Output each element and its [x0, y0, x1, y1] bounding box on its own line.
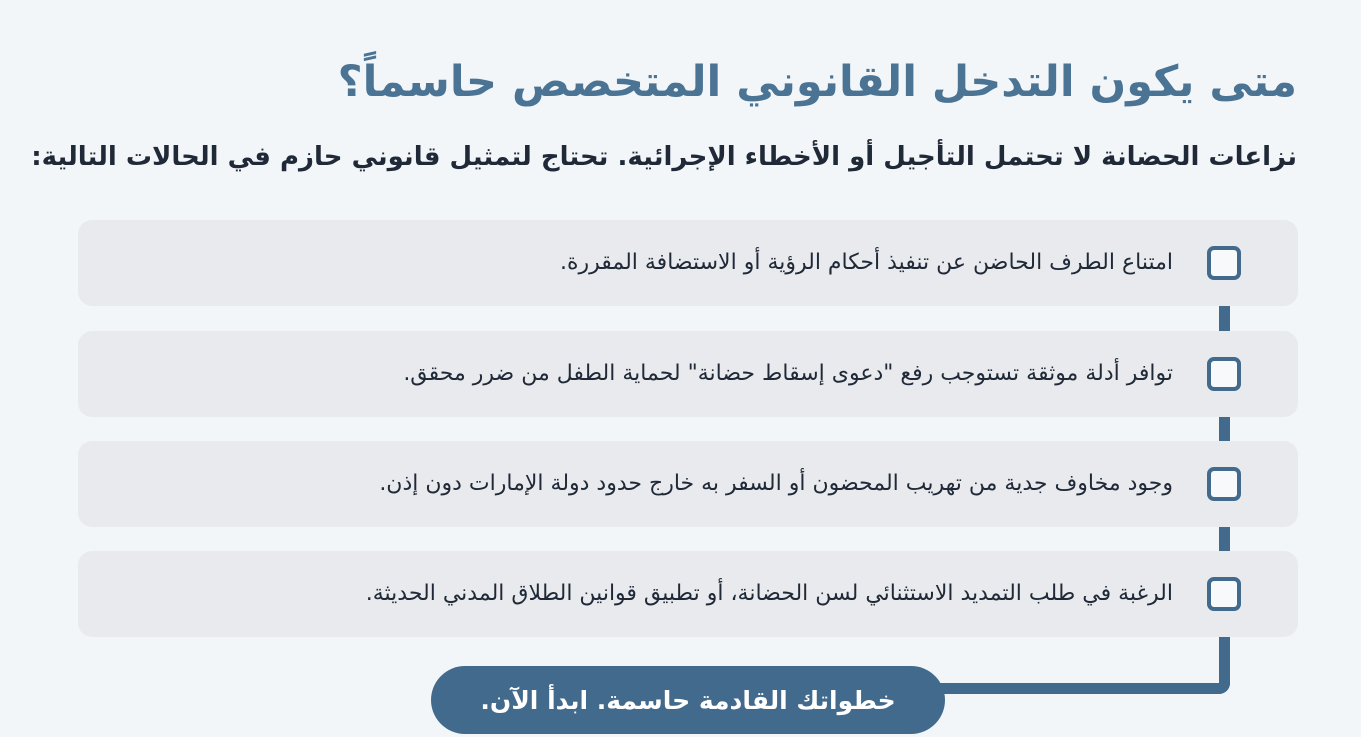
- checkbox-icon: [1207, 246, 1241, 280]
- list-item: [78, 441, 1298, 527]
- list-item: [78, 331, 1298, 417]
- list-item-text: امتناع الطرف الحاضن عن تنفيذ أحكام الرؤية أو الاستضافة المقررة.: [559, 249, 1173, 275]
- timeline-connector: [938, 683, 1230, 694]
- checkbox-icon: [1207, 577, 1241, 611]
- list-item: [78, 220, 1298, 306]
- list-item-text: توافر أدلة موثقة تستوجب رفع "دعوى إسقاط حضانة" لحماية الطفل من ضرر محقق.: [403, 360, 1173, 386]
- list-item: [78, 551, 1298, 637]
- page-title: متى يكون التدخل القانوني المتخصص حاسماً؟: [337, 57, 1297, 107]
- list-item-text: الرغبة في طلب التمديد الاستثنائي لسن الحضانة، أو تطبيق قوانين الطلاق المدني الحديثة.: [365, 580, 1173, 606]
- list-item-text: وجود مخاوف جدية من تهريب المحضون أو السفر به خارج حدود دولة الإمارات دون إذن.: [379, 470, 1173, 496]
- cta-button[interactable]: خطواتك القادمة حاسمة. ابدأ الآن.: [431, 666, 945, 734]
- checkbox-icon: [1207, 357, 1241, 391]
- page-subtitle: نزاعات الحضانة لا تحتمل التأجيل أو الأخطاء الإجرائية. تحتاج لتمثيل قانوني حازم في الحالات التالية:: [31, 142, 1297, 172]
- checkbox-icon: [1207, 467, 1241, 501]
